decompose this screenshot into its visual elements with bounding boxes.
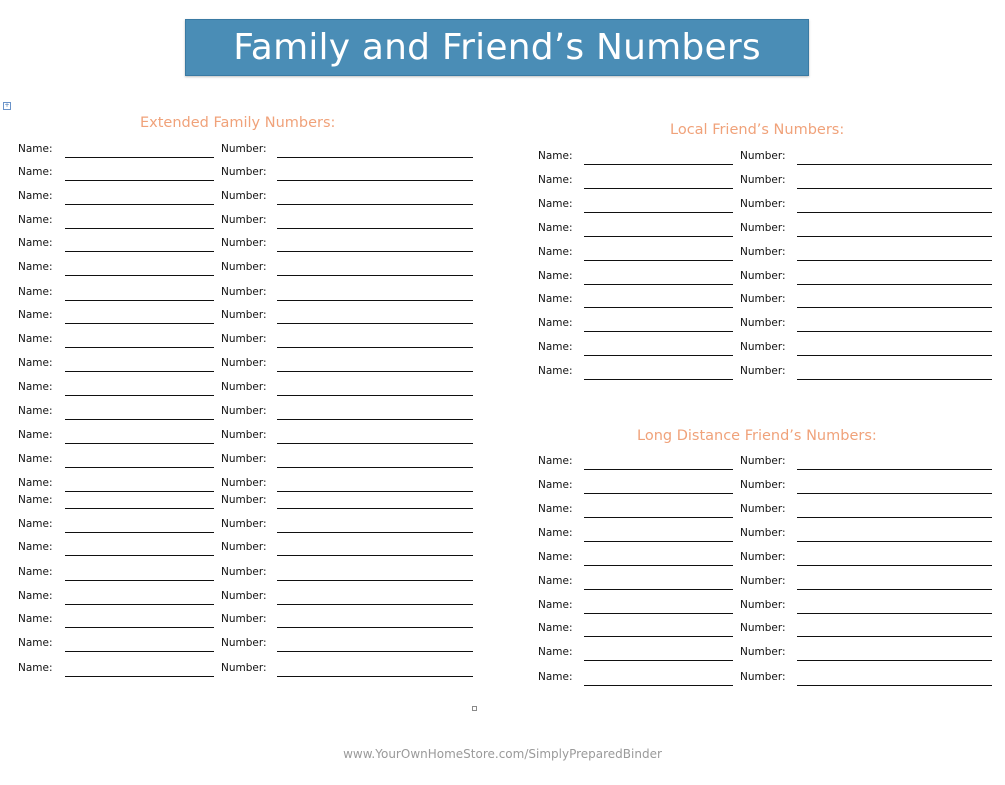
name-field[interactable]	[584, 589, 733, 590]
form-row	[0, 527, 1005, 547]
number-label: Number:	[740, 575, 786, 587]
number-label: Number:	[221, 405, 267, 417]
name-label: Name:	[18, 333, 53, 345]
number-label: Number:	[221, 357, 267, 369]
name-label: Name:	[538, 341, 573, 353]
number-field[interactable]	[797, 188, 992, 189]
number-label: Number:	[221, 453, 267, 465]
form-row	[0, 174, 1005, 194]
number-label: Number:	[221, 166, 267, 178]
number-field[interactable]	[797, 284, 992, 285]
number-field[interactable]	[797, 469, 992, 470]
number-label: Number:	[221, 590, 267, 602]
name-label: Name:	[538, 246, 573, 258]
name-field[interactable]	[584, 260, 733, 261]
number-label: Number:	[221, 541, 267, 553]
number-label: Number:	[740, 671, 786, 683]
name-field[interactable]	[584, 307, 733, 308]
name-label: Name:	[18, 261, 53, 273]
number-label: Number:	[740, 270, 786, 282]
number-label: Number:	[221, 637, 267, 649]
form-row	[0, 551, 1005, 571]
number-field[interactable]	[797, 589, 992, 590]
form-row	[0, 429, 1005, 449]
name-label: Name:	[538, 503, 573, 515]
name-field[interactable]	[584, 493, 733, 494]
name-field[interactable]	[584, 565, 733, 566]
number-field[interactable]	[797, 517, 992, 518]
name-field[interactable]	[584, 685, 733, 686]
name-label: Name:	[18, 453, 53, 465]
form-row	[0, 246, 1005, 266]
name-label: Name:	[18, 166, 53, 178]
form-row	[0, 503, 1005, 523]
name-label: Name:	[538, 293, 573, 305]
name-label: Name:	[538, 317, 573, 329]
name-label: Name:	[538, 527, 573, 539]
form-row	[0, 455, 1005, 475]
number-field[interactable]	[797, 164, 992, 165]
form-row	[0, 341, 1005, 361]
name-field[interactable]	[584, 613, 733, 614]
page-title: Family and Friend’s Numbers	[233, 27, 761, 68]
number-label: Number:	[740, 527, 786, 539]
number-field[interactable]	[277, 395, 473, 396]
number-label: Number:	[740, 622, 786, 634]
number-field[interactable]	[797, 636, 992, 637]
name-label: Name:	[18, 477, 53, 489]
name-field[interactable]	[584, 164, 733, 165]
name-label: Name:	[538, 671, 573, 683]
name-label: Name:	[538, 599, 573, 611]
number-label: Number:	[740, 551, 786, 563]
name-label: Name:	[18, 381, 53, 393]
name-label: Name:	[18, 190, 53, 202]
number-label: Number:	[740, 479, 786, 491]
number-label: Number:	[221, 143, 267, 155]
number-label: Number:	[221, 214, 267, 226]
number-field[interactable]	[797, 493, 992, 494]
name-label: Name:	[18, 518, 53, 530]
number-label: Number:	[221, 566, 267, 578]
form-row	[0, 222, 1005, 242]
form-row	[0, 270, 1005, 290]
form-row	[0, 150, 1005, 170]
number-field[interactable]	[797, 685, 992, 686]
name-label: Name:	[538, 455, 573, 467]
number-label: Number:	[221, 309, 267, 321]
name-field[interactable]	[65, 395, 214, 396]
number-label: Number:	[740, 198, 786, 210]
number-label: Number:	[221, 494, 267, 506]
name-label: Name:	[538, 646, 573, 658]
number-field[interactable]	[797, 565, 992, 566]
form-row	[0, 479, 1005, 499]
paragraph-end-mark	[472, 706, 477, 711]
form-row	[0, 646, 1005, 666]
name-label: Name:	[18, 214, 53, 226]
name-label: Name:	[18, 357, 53, 369]
number-label: Number:	[740, 222, 786, 234]
name-label: Name:	[538, 270, 573, 282]
name-label: Name:	[538, 479, 573, 491]
number-field[interactable]	[797, 660, 992, 661]
number-label: Number:	[740, 503, 786, 515]
name-label: Name:	[18, 429, 53, 441]
name-label: Name:	[18, 637, 53, 649]
name-field[interactable]	[65, 419, 214, 420]
number-field[interactable]	[797, 260, 992, 261]
name-field[interactable]	[584, 188, 733, 189]
number-label: Number:	[221, 518, 267, 530]
number-label: Number:	[740, 293, 786, 305]
number-label: Number:	[740, 365, 786, 377]
heading-long-distance-friends: Long Distance Friend’s Numbers:	[637, 428, 877, 444]
number-label: Number:	[740, 455, 786, 467]
number-field[interactable]	[797, 541, 992, 542]
form-row	[0, 575, 1005, 595]
form-row	[0, 671, 1005, 691]
name-label: Name:	[538, 222, 573, 234]
name-field[interactable]	[584, 236, 733, 237]
name-label: Name:	[18, 566, 53, 578]
name-field[interactable]	[584, 284, 733, 285]
number-field[interactable]	[277, 443, 473, 444]
name-label: Name:	[538, 365, 573, 377]
title-banner	[185, 19, 809, 76]
name-field[interactable]	[584, 212, 733, 213]
name-label: Name:	[18, 309, 53, 321]
form-row	[0, 317, 1005, 337]
number-label: Number:	[221, 429, 267, 441]
number-field[interactable]	[797, 613, 992, 614]
form-row	[0, 405, 1005, 425]
number-label: Number:	[221, 190, 267, 202]
footer-url: www.YourOwnHomeStore.com/SimplyPreparedBinder	[343, 747, 662, 761]
form-row	[0, 622, 1005, 642]
name-label: Name:	[538, 551, 573, 563]
number-label: Number:	[221, 237, 267, 249]
form-row	[0, 599, 1005, 619]
number-label: Number:	[740, 174, 786, 186]
number-field[interactable]	[277, 419, 473, 420]
number-field[interactable]	[797, 307, 992, 308]
name-label: Name:	[18, 237, 53, 249]
form-row	[0, 365, 1005, 385]
name-label: Name:	[18, 143, 53, 155]
name-label: Name:	[18, 405, 53, 417]
number-label: Number:	[740, 646, 786, 658]
name-field[interactable]	[584, 517, 733, 518]
number-field[interactable]	[797, 331, 992, 332]
heading-extended-family: Extended Family Numbers:	[140, 115, 336, 131]
number-field[interactable]	[797, 379, 992, 380]
name-label: Name:	[18, 286, 53, 298]
number-label: Number:	[740, 246, 786, 258]
name-field[interactable]	[584, 331, 733, 332]
name-label: Name:	[18, 494, 53, 506]
name-label: Name:	[18, 613, 53, 625]
number-label: Number:	[221, 613, 267, 625]
name-label: Name:	[538, 575, 573, 587]
number-label: Number:	[740, 150, 786, 162]
number-label: Number:	[221, 333, 267, 345]
number-label: Number:	[221, 261, 267, 273]
number-label: Number:	[221, 477, 267, 489]
name-label: Name:	[538, 150, 573, 162]
number-field[interactable]	[797, 212, 992, 213]
number-label: Number:	[221, 381, 267, 393]
name-field[interactable]	[65, 443, 214, 444]
name-label: Name:	[18, 662, 53, 674]
name-label: Name:	[538, 622, 573, 634]
object-anchor-icon[interactable]: +	[4, 102, 10, 109]
number-field[interactable]	[797, 355, 992, 356]
name-label: Name:	[18, 590, 53, 602]
form-row	[0, 198, 1005, 218]
name-field[interactable]	[584, 355, 733, 356]
form-row	[0, 293, 1005, 313]
name-field[interactable]	[584, 469, 733, 470]
name-label: Name:	[538, 174, 573, 186]
name-field[interactable]	[584, 660, 733, 661]
number-label: Number:	[740, 341, 786, 353]
name-field[interactable]	[584, 636, 733, 637]
number-label: Number:	[740, 317, 786, 329]
number-field[interactable]	[797, 236, 992, 237]
number-label: Number:	[740, 599, 786, 611]
name-field[interactable]	[584, 541, 733, 542]
number-label: Number:	[221, 662, 267, 674]
name-label: Name:	[18, 541, 53, 553]
heading-local-friends: Local Friend’s Numbers:	[670, 122, 845, 138]
name-label: Name:	[538, 198, 573, 210]
name-field[interactable]	[584, 379, 733, 380]
number-label: Number:	[221, 286, 267, 298]
